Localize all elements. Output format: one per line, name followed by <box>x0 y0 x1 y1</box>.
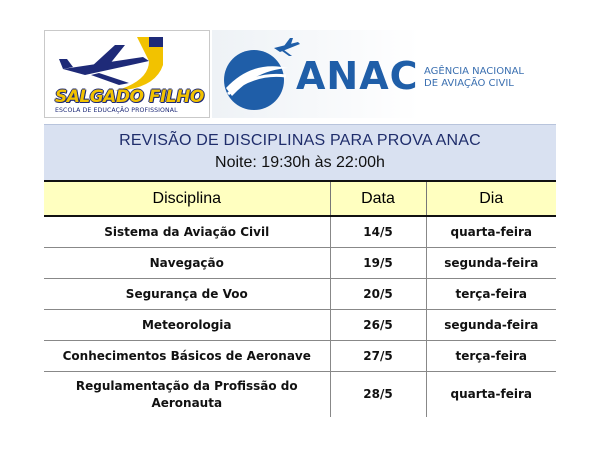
column-header-dia: Dia <box>426 181 556 216</box>
cell-data: 27/5 <box>330 341 426 372</box>
schedule-table <box>44 180 556 417</box>
table-row <box>44 372 556 418</box>
anac-full-name <box>424 66 554 90</box>
schedule-title: REVISÃO DE DISCIPLINAS PARA PROVA ANAC <box>119 132 481 149</box>
cell-data: 28/5 <box>330 372 426 418</box>
anac-line-2: DE AVIAÇÃO CIVIL <box>424 78 514 89</box>
cell-disciplina: Meteorologia <box>44 310 330 341</box>
cell-disciplina: Segurança de Voo <box>44 279 330 310</box>
cell-dia: terça-feira <box>426 279 556 310</box>
cell-data: 14/5 <box>330 216 426 248</box>
salgado-filho-logo <box>44 30 210 118</box>
column-header-disciplina: Disciplina <box>44 181 330 216</box>
schedule-time: Noite: 19:30h às 22:00h <box>215 154 385 171</box>
cell-dia: terça-feira <box>426 341 556 372</box>
cell-data: 19/5 <box>330 248 426 279</box>
table-row <box>44 341 556 372</box>
salgado-filho-name: SALGADO FILHO <box>55 87 204 107</box>
anac-logo <box>212 30 558 118</box>
revision-schedule <box>44 124 556 417</box>
cell-disciplina: Regulamentação da Profissão do Aeronauta <box>44 372 330 418</box>
table-row <box>44 279 556 310</box>
cell-dia: segunda-feira <box>426 310 556 341</box>
cell-data: 20/5 <box>330 279 426 310</box>
salgado-filho-subtitle: ESCOLA DE EDUCAÇÃO PROFISSIONAL <box>55 107 178 114</box>
column-header-data: Data <box>330 181 426 216</box>
cell-disciplina: Navegação <box>44 248 330 279</box>
cell-dia: quarta-feira <box>450 387 532 401</box>
cell-data: 26/5 <box>330 310 426 341</box>
cell-disciplina: Sistema da Aviação Civil <box>44 216 330 248</box>
cell-dia: segunda-feira <box>426 248 556 279</box>
anac-acronym: ANAC <box>296 54 419 98</box>
schedule-header <box>44 124 556 180</box>
table-row <box>44 248 556 279</box>
anac-line-1: AGÊNCIA NACIONAL <box>424 66 525 77</box>
cell-dia: quarta-feira <box>426 216 556 248</box>
table-row <box>44 216 556 248</box>
cell-disciplina: Conhecimentos Básicos de Aeronave <box>44 341 330 372</box>
table-header-row <box>44 181 556 216</box>
table-row <box>44 310 556 341</box>
